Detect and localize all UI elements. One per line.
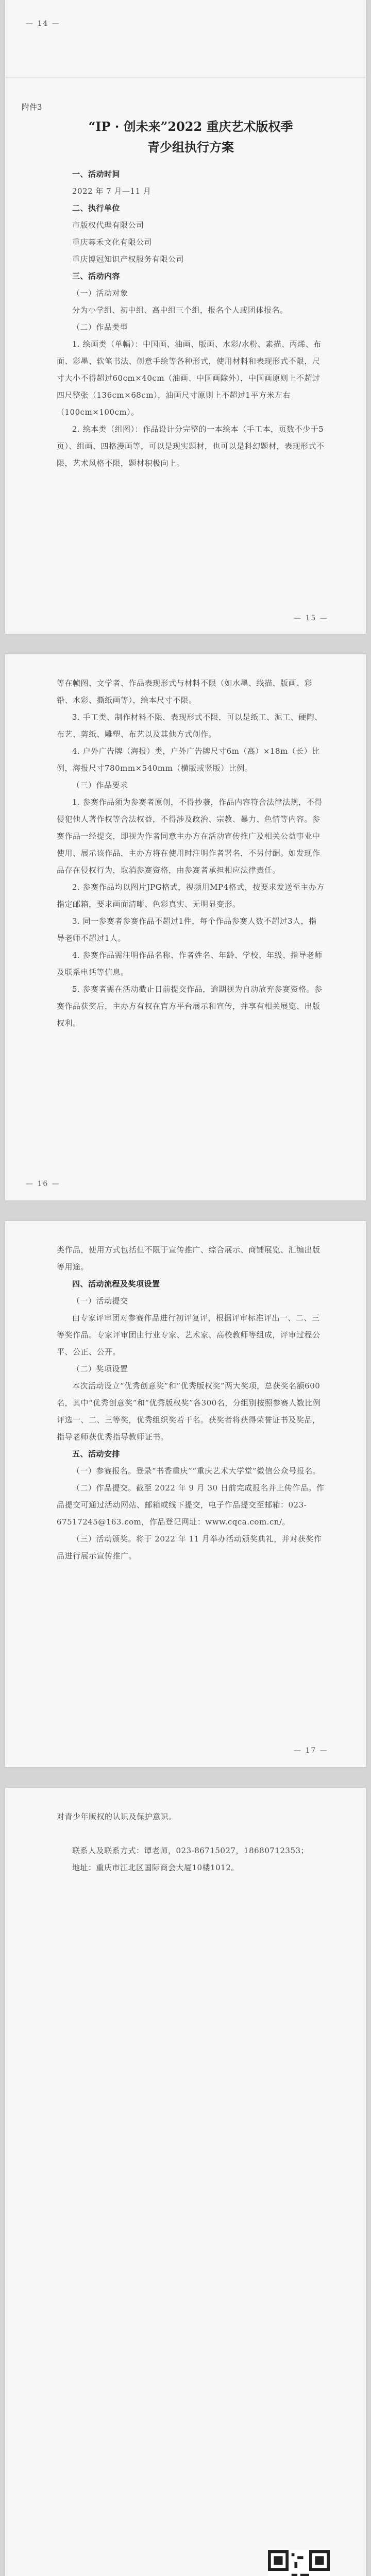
document-page (5, 1221, 366, 1767)
heading-submit: （一）活动提交 (72, 1296, 128, 1306)
section-body (57, 1808, 325, 1876)
page-number: — 14 — (26, 20, 60, 28)
heading-type: （二）作品类型 (72, 323, 128, 332)
document-page (5, 654, 366, 1200)
section-body (57, 166, 325, 472)
para: 等在帧图、文学者、作品表现形式与材料不限（如水墨、线描、版画、彩铅、水彩、撕纸画等），绘本尺寸不限。 (57, 679, 313, 705)
heading-time: 一、活动时间 (72, 170, 121, 179)
address-line: 地址：重庆市江北区国际商会大厦10楼1012。 (72, 1863, 239, 1872)
page-number: — 16 — (26, 1180, 60, 1188)
attachment-label: 附件3 (22, 103, 42, 112)
para: 5. 参赛者需在活动截止日前提交作品，逾期视为自动放弃参赛资格。参赛作品获奖后，主办方有权在官方平台展示和宣传，并享有相关展览、出版权利。 (57, 985, 323, 1028)
section-body (57, 675, 325, 1032)
para: （二）作品提交。截至 2022 年 9 月 30 日前完成报名并上传作品。作品提交可通过活动网站、邮箱或线下提交，电子作品提交至邮箱：023-67517245@163.com，作品登记网址：www.cqca.com.cn/。 (57, 1483, 325, 1527)
heading-schedule: 五、活动安排 (72, 1449, 121, 1459)
heading-org: 二、执行单位 (72, 204, 121, 213)
time-text: 2022 年 7 月—11 月 (72, 187, 151, 196)
para: 由专家评审团对参赛作品进行初评复评，根据评审标准评出一、二、三等奖作品。专家评审团由行业专家、艺术家、高校教师等组成，评审过程公平、公正、公开。 (57, 1313, 321, 1357)
para: （一）参赛报名。登录“书香重庆”“重庆艺术大学堂”微信公众号报名。 (72, 1466, 321, 1476)
para: （三）活动颁奖。将于 2022 年 11 月举办活动颁奖典礼，并对获奖作品进行展示宣传推广。 (57, 1534, 322, 1561)
document-title: “IP · 创未来”2022 重庆艺术版权季 (88, 119, 293, 134)
para: 4. 户外广告牌（海报）类，户外广告牌尺寸6m（高）×18m（长）比例，海报尺寸780mm×540mm（横版或竖版）比例。 (57, 747, 320, 773)
document-page (5, 78, 366, 634)
heading-method: 四、活动流程及奖项设置 (72, 1279, 160, 1289)
heading-content: 三、活动内容 (72, 272, 121, 281)
para: 3. 同一参赛者参赛作品不超过1件，每个作品参赛人数不超过3人，指导老师不超过1人。 (57, 917, 317, 943)
document-page (5, 0, 366, 78)
heading-requirements: （三）作品要求 (72, 781, 128, 790)
para: 3. 手工类、制作材料不限，表现形式不限，可以是纸工、泥工、硬陶、布艺、剪纸、雕塑、布艺以及其他方式创作。 (57, 713, 323, 739)
para: 1. 参赛作品须为参赛者原创，不得抄袭，作品内容符合法律法规，不得侵犯他人著作权等合法权益，不得涉及政治、宗教、暴力、色情等内容。参赛作品一经提交，即视为作者同意主办方在活动宣传推广及相关公益事业中使用、展示该作品，主办方将在使用时注明作者署名，不另付酬。如发现作品存在侵权行为，取消参赛资格，由参赛者承担相应法律责任。 (57, 798, 323, 875)
para: 4. 参赛作品需注明作品名称、作者姓名、年龄、学校、年级、指导老师及联系电话等信息。 (57, 951, 323, 977)
para: 2. 参赛作品均以图片JPG格式，视频用MP4格式，按要求发送至主办方指定邮箱，要求画面清晰、色彩真实、无明显变形。 (57, 883, 325, 909)
contact-line: 联系人及联系方式：谭老师，023-86715027，18680712353； (72, 1846, 309, 1855)
page-number: — 15 — (294, 614, 328, 622)
para: 类作品，使用方式包括但不限于宣传推广、综合展示、商铺展览、汇编出版等用途。 (57, 1245, 321, 1272)
org-1: 市版权代理有限公司 (72, 221, 144, 230)
page-number: — 17 — (294, 1747, 328, 1755)
org-2: 重庆幕禾文化有限公司 (72, 238, 153, 247)
type-2: 2. 绘本类（组图）：作品设计分完整的一本绘本（手工本，页数不少于5页）、组画、四格漫画等，可以是现实题材，也可以是科幻题材，表现形式不限，艺术风格不限，题材积极向上。 (57, 425, 325, 468)
qr-code-icon (268, 2550, 330, 2576)
target-text: 分为小学组、初中组、高中组三个组，报名个人或团体报名。 (72, 306, 288, 315)
heading-target: （一）活动对象 (72, 289, 128, 298)
para: 对青少年版权的认识及保护意识。 (57, 1812, 177, 1821)
type-1: 1. 绘画类（单幅）：中国画、油画、版画、水彩/水粉、素描、丙烯、布面、彩墨、软笔书法、创意手绘等各种形式，使用材料和表现形式不限，尺寸大小不得超过60cm×40cm（油画、中国画除外），中国画原则上不超过四尺整张（136cm×68cm），油画尺寸原则上不超过1平方米左右（100cm×100cm）。 (57, 340, 322, 417)
para: 本次活动设立“优秀创意奖”和“优秀版权奖”两大奖项，总获奖名额600名，其中“优秀创意奖”和“优秀版权奖”各300名，分组别按照参赛人数比例评选一、二、三等奖，优秀组织奖若干名。获奖者将获得荣誉证书及奖品，指导老师获优秀指导教师证书。 (57, 1381, 321, 1442)
document-page (5, 1788, 366, 2576)
heading-award: （二）奖项设置 (72, 1364, 128, 1374)
document-title-line2: 青少组执行方案 (147, 140, 234, 155)
section-body (57, 1242, 325, 1565)
org-3: 重庆博冠知识产权服务有限公司 (72, 255, 184, 264)
